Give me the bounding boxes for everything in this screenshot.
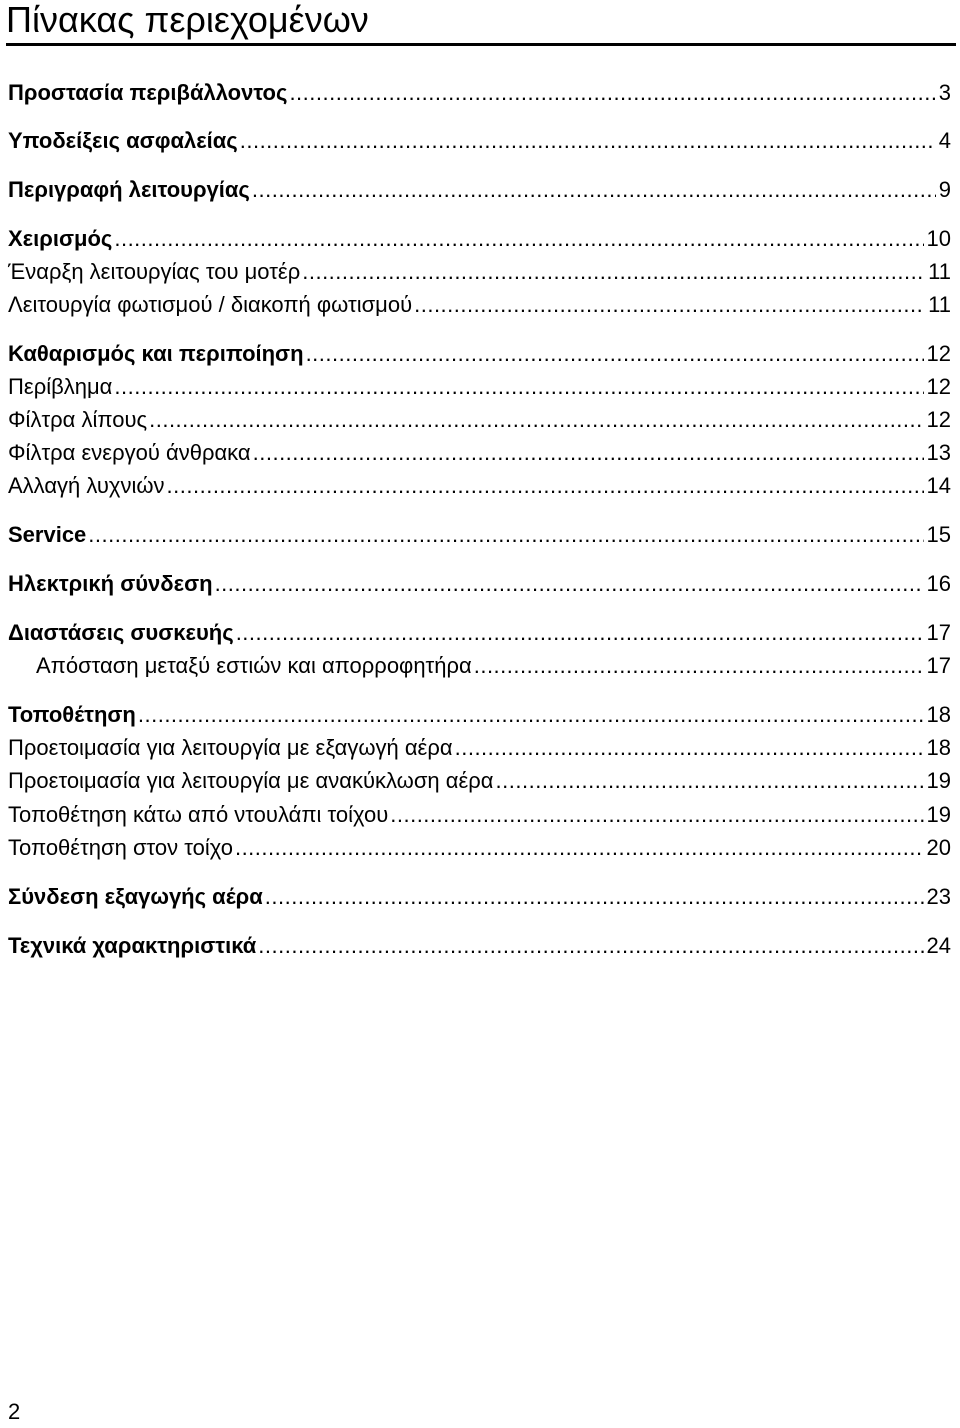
- toc-entry-label: Απόσταση μεταξύ εστιών και απορροφητήρα: [36, 653, 472, 678]
- toc-entry-prep-extraction[interactable]: [8, 733, 951, 763]
- toc-entry-label: Υποδείξεις ασφαλείας: [8, 128, 238, 153]
- toc-entry-grease-filters[interactable]: [8, 405, 951, 435]
- toc-leader-dots: [455, 733, 924, 763]
- toc-entry-label: Προετοιμασία για λειτουργία με εξαγωγή αέρα: [8, 735, 453, 760]
- toc-leader-dots: [167, 471, 924, 501]
- toc-entry-label: Τοποθέτηση: [8, 702, 136, 727]
- toc-entry-safety-instructions[interactable]: [8, 126, 951, 156]
- toc-entry-page: 17: [926, 620, 951, 645]
- toc-entry-appliance-dimensions[interactable]: [8, 618, 951, 648]
- toc-entry-housing[interactable]: [8, 372, 951, 402]
- toc-entry-environment-protection[interactable]: [8, 78, 951, 108]
- toc-entry-label: Προετοιμασία για λειτουργία με ανακύκλωση αέρα: [8, 768, 494, 793]
- toc-leader-dots: [474, 651, 924, 681]
- toc-entry-page: 18: [926, 735, 951, 760]
- toc-leader-dots: [258, 931, 923, 961]
- toc-entry-page: 12: [926, 407, 951, 432]
- toc-entry-label: Ηλεκτρική σύνδεση: [8, 571, 213, 596]
- toc-leader-dots: [149, 405, 923, 435]
- toc-leader-dots: [236, 618, 924, 648]
- toc-entry-label: Σύνδεση εξαγωγής αέρα: [8, 884, 263, 909]
- toc-entry-page: 12: [926, 341, 951, 366]
- toc-entry-label: Φίλτρα λίπους: [8, 407, 148, 432]
- toc-entry-page: 14: [926, 473, 951, 498]
- toc-entry-label: Χειρισμός: [8, 226, 113, 251]
- toc-leader-dots: [88, 520, 923, 550]
- toc-leader-dots: [265, 882, 924, 912]
- page-number: 2: [8, 1399, 21, 1424]
- toc-leader-dots: [496, 766, 924, 796]
- toc-entry-prep-recirculation[interactable]: [8, 766, 951, 796]
- toc-entry-page: 16: [926, 571, 951, 596]
- toc-leader-dots: [252, 175, 936, 205]
- page-title: Πίνακας περιεχομένων: [6, 0, 369, 40]
- toc-entry-installation[interactable]: [8, 700, 951, 730]
- toc-leader-dots: [114, 224, 923, 254]
- toc-entry-label: Τεχνικά χαρακτηριστικά: [8, 933, 257, 958]
- toc-entry-under-cabinet[interactable]: [8, 800, 951, 830]
- toc-entry-label: Service: [8, 522, 87, 547]
- toc-entry-label: Τοποθέτηση στον τοίχο: [8, 835, 233, 860]
- toc-entry-page: 15: [926, 522, 951, 547]
- toc-entry-label: Φίλτρα ενεργού άνθρακα: [8, 440, 251, 465]
- toc-leader-dots: [306, 339, 924, 369]
- toc-entry-cleaning-care[interactable]: [8, 339, 951, 369]
- toc-entry-page: 19: [926, 802, 951, 827]
- toc-leader-dots: [414, 290, 925, 320]
- toc-entry-function-description[interactable]: [8, 175, 951, 205]
- toc-entry-page: 17: [926, 653, 951, 678]
- toc-entry-carbon-filters[interactable]: [8, 438, 951, 468]
- toc-entry-operation[interactable]: [8, 224, 951, 254]
- toc-entry-label: Τοποθέτηση κάτω από ντουλάπι τοίχου: [8, 802, 389, 827]
- toc-entry-page: 24: [926, 933, 951, 958]
- toc-entry-label: Καθαρισμός και περιποίηση: [8, 341, 304, 366]
- toc-entry-page: 10: [926, 226, 951, 251]
- toc-entry-technical-specs[interactable]: [8, 931, 951, 961]
- toc-entry-lamp-change[interactable]: [8, 471, 951, 501]
- toc-entry-page: 13: [926, 440, 951, 465]
- toc-leader-dots: [114, 372, 923, 402]
- title-rule: [6, 43, 956, 46]
- toc-entry-page: 9: [938, 177, 951, 202]
- toc-leader-dots: [240, 126, 936, 156]
- toc-leader-dots: [390, 800, 923, 830]
- toc-entry-page: 12: [926, 374, 951, 399]
- toc-entry-exhaust-connection[interactable]: [8, 882, 951, 912]
- toc-entry-label: Λειτουργία φωτισμού / διακοπή φωτισμού: [8, 292, 413, 317]
- toc-entry-service[interactable]: [8, 520, 951, 550]
- toc-entry-motor-start[interactable]: [8, 257, 951, 287]
- toc-entry-page: 18: [926, 702, 951, 727]
- toc-entry-page: 23: [926, 884, 951, 909]
- toc-entry-page: 20: [926, 835, 951, 860]
- toc-entry-electrical-connection[interactable]: [8, 569, 951, 599]
- toc-entry-wall-mounting[interactable]: [8, 833, 951, 863]
- toc-leader-dots: [235, 833, 924, 863]
- toc-entry-hob-distance[interactable]: [36, 651, 951, 681]
- toc-leader-dots: [138, 700, 924, 730]
- toc-entry-label: Προστασία περιβάλλοντος: [8, 80, 288, 105]
- toc-entry-page: 11: [928, 259, 951, 284]
- toc-leader-dots: [253, 438, 924, 468]
- toc-entry-lighting[interactable]: [8, 290, 951, 320]
- toc-leader-dots: [302, 257, 925, 287]
- toc-leader-dots: [289, 78, 935, 108]
- toc-entry-page: 19: [926, 768, 951, 793]
- toc-leader-dots: [215, 569, 924, 599]
- toc-entry-page: 3: [938, 80, 951, 105]
- toc-entry-label: Διαστάσεις συσκευής: [8, 620, 234, 645]
- toc-entry-label: Αλλαγή λυχνιών: [8, 473, 165, 498]
- toc-entry-page: 11: [928, 292, 951, 317]
- toc-entry-page: 4: [938, 128, 951, 153]
- toc-entry-label: Περιγραφή λειτουργίας: [8, 177, 250, 202]
- toc-entry-label: Έναρξη λειτουργίας του μοτέρ: [8, 259, 301, 284]
- toc-entry-label: Περίβλημα: [8, 374, 113, 399]
